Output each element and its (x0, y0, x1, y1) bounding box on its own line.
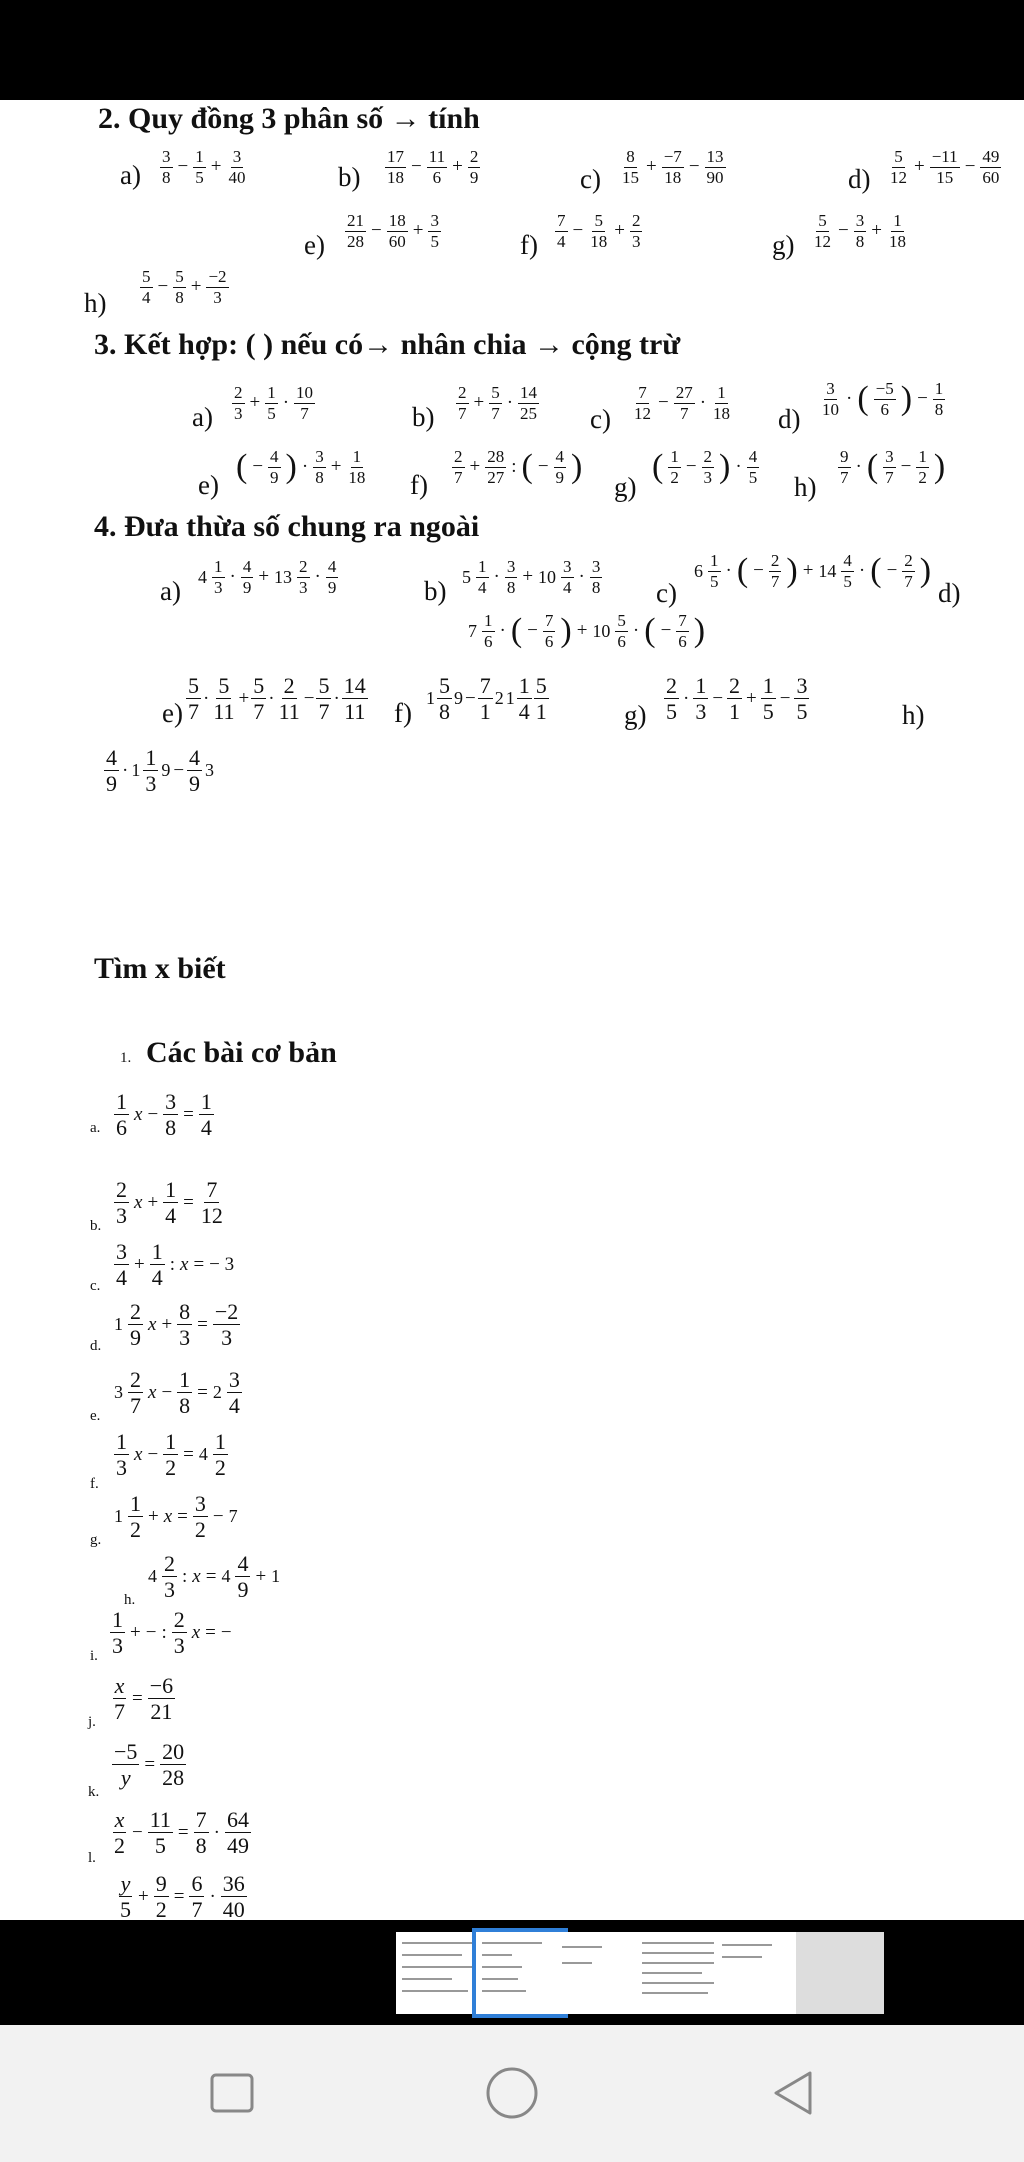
label-4h: h) (902, 700, 925, 730)
expr-4g: $\frac{2}{5}$ · $\frac{1}{3}$ − $\frac{2}{1}$ + $\frac{1}{5}$ − $\frac{3}{5}$ (666, 673, 808, 725)
system-navigation-bar (0, 2025, 1024, 2162)
label-2g: g) (772, 230, 795, 260)
label-3f: f) (410, 470, 428, 500)
expr-2h: $\frac{5}{4}$ − $\frac{5}{8}$ + $\frac{-2}{3}$ (142, 267, 227, 307)
expr-3a: $\frac{2}{3}$ + $\frac{1}{5}$ · $\frac{10}{7}$ (234, 383, 314, 423)
expr-xe: 3 $\frac{2}{7}$ x − $\frac{1}{8}$ = 2 $\frac{3}{4}$ (114, 1367, 240, 1419)
expr-2f: $\frac{7}{4}$ − $\frac{5}{18}$ + $\frac{2}{3}$ (557, 211, 641, 251)
label-4a: a) (160, 576, 181, 606)
section-2-title: 2. Quy đồng 3 phân số → tính (98, 102, 480, 135)
expr-xa: $\frac{1}{6}$ x − $\frac{3}{8}$ = $\frac{1}{4}$ (116, 1089, 212, 1141)
thumbnail-page-1[interactable] (396, 1932, 484, 2014)
expr-xb: $\frac{2}{3}$ x + $\frac{1}{4}$ = $\frac{7}{12}$ (116, 1177, 223, 1229)
label-xe: e. (90, 1408, 101, 1424)
thumbnail-page-6[interactable] (796, 1932, 884, 2014)
expr-3d: $\frac{3}{10}$ · ( $\frac{-5}{6}$ ) − $\frac{1}{8}$ (822, 379, 944, 419)
label-2h: h) (84, 288, 107, 318)
label-xc: c. (90, 1278, 101, 1294)
label-xf: f. (90, 1476, 99, 1492)
expr-4a: 4 $\frac{1}{3}$ · $\frac{4}{9}$ + 13 $\frac{2}{3}$ · $\frac{4}{9}$ (198, 557, 337, 597)
label-xi: i. (90, 1648, 98, 1664)
label-3d: d) (778, 404, 801, 434)
expr-4h: $\frac{4}{9}$ · 1 $\frac{1}{3}$ 9 − $\frac{4}{9}$ 3 (106, 745, 215, 797)
label-xd: d. (90, 1338, 102, 1354)
expr-2b: $\frac{17}{18}$ − $\frac{11}{6}$ + $\frac{2}{9}$ (387, 147, 479, 187)
expr-xi: $\frac{1}{3}$ + − : $\frac{2}{3}$ x = − (112, 1607, 232, 1659)
label-4c: c) (656, 578, 677, 608)
label-2f: f) (520, 230, 538, 260)
label-2e: e) (304, 230, 325, 260)
label-xb: b. (90, 1218, 102, 1234)
expr-2a: $\frac{3}{8}$ − $\frac{1}{5}$ + $\frac{3}{40}$ (162, 147, 246, 187)
label-xa: a. (90, 1120, 101, 1136)
label-4d: d) (938, 578, 961, 608)
expr-xg: 1 $\frac{1}{2}$ + x = $\frac{3}{2}$ − 7 (114, 1491, 238, 1543)
expr-xk: $\frac{-5}{y}$ = $\frac{20}{28}$ (114, 1739, 185, 1791)
section-3-title: 3. Kết hợp: ( ) nếu có→ nhân chia → cộng trừ (94, 328, 681, 361)
label-3b: b) (412, 402, 435, 432)
expr-3g: ( $\frac{1}{2}$ − $\frac{2}{3}$ ) · $\frac{4}{5}$ (652, 447, 758, 487)
expr-3h: $\frac{9}{7}$ · ( $\frac{3}{7}$ − $\frac{1}{2}$ ) (840, 447, 946, 487)
find-x-title: Tìm x biết (94, 952, 226, 985)
expr-xj: $\frac{x}{7}$ = $\frac{-6}{21}$ (114, 1673, 174, 1725)
label-xk: k. (88, 1784, 100, 1800)
page-thumbnail-strip[interactable] (0, 1920, 1024, 2025)
back-icon[interactable] (762, 2063, 822, 2123)
label-3g: g) (614, 472, 637, 502)
label-3c: c) (590, 404, 611, 434)
section-4-title: 4. Đưa thừa số chung ra ngoài (94, 510, 480, 543)
expr-2d: $\frac{5}{12}$ + $\frac{-11}{15}$ − $\frac{49}{60}$ (890, 147, 1000, 187)
home-icon[interactable] (482, 2063, 542, 2123)
label-3a: a) (192, 402, 213, 432)
label-xh: h. (124, 1592, 136, 1608)
expr-xm-partial: $\frac{y}{5}$ + $\frac{9}{2}$ = $\frac{6}{7}$ · $\frac{36}{40}$ (120, 1871, 245, 1920)
expr-2e: $\frac{21}{28}$ − $\frac{18}{60}$ + $\frac{3}{5}$ (347, 211, 439, 251)
status-bar (0, 0, 1024, 100)
recent-apps-icon[interactable] (202, 2063, 262, 2123)
thumbnail-page-3[interactable] (556, 1932, 644, 2014)
label-2d: d) (848, 164, 871, 194)
label-4e: e) (162, 698, 183, 728)
label-xl: l. (88, 1850, 96, 1866)
basic-number: 1. (120, 1050, 132, 1066)
basic-title: Các bài cơ bản (146, 1036, 337, 1069)
expr-4c: 6 $\frac{1}{5}$ · ( − $\frac{2}{7}$ ) + 14 $\frac{4}{5}$ · ( − $\frac{2}{7}$ ) (694, 551, 932, 591)
label-4g: g) (624, 700, 647, 730)
label-3h: h) (794, 472, 817, 502)
label-xg: g. (90, 1532, 102, 1548)
expr-2c: $\frac{8}{15}$ + $\frac{-7}{18}$ − $\frac{13}{90}$ (622, 147, 724, 187)
expr-xh: 4 $\frac{2}{3}$ : x = 4 $\frac{4}{9}$ + 1 (148, 1551, 281, 1603)
thumbnail-page-5[interactable] (716, 1932, 804, 2014)
expr-xc: $\frac{3}{4}$ + $\frac{1}{4}$ : x = − 3 (116, 1239, 235, 1291)
expr-4b: 5 $\frac{1}{4}$ · $\frac{3}{8}$ + 10 $\frac{3}{4}$ · $\frac{3}{8}$ (462, 557, 601, 597)
expr-4f: 1 $\frac{5}{8}$ 9 − $\frac{7}{1}$ 2 1 $\frac{1}{4}$ $\frac{5}{1}$ (426, 673, 547, 725)
expr-3e: ( − $\frac{4}{9}$ ) · $\frac{3}{8}$ + $\frac{1}{18}$ (236, 447, 366, 487)
expr-2g: $\frac{5}{12}$ − $\frac{3}{8}$ + $\frac{1}{18}$ (814, 211, 906, 251)
label-2b: b) (338, 162, 361, 192)
document-page[interactable] (0, 100, 1024, 1920)
label-4f: f) (394, 698, 412, 728)
expr-3c: $\frac{7}{12}$ − $\frac{27}{7}$ · $\frac{1}{18}$ (634, 383, 731, 423)
expr-3b: $\frac{2}{7}$ + $\frac{5}{7}$ · $\frac{14}{25}$ (458, 383, 538, 423)
expr-xf: $\frac{1}{3}$ x − $\frac{1}{2}$ = 4 $\frac{1}{2}$ (116, 1429, 226, 1481)
label-2a: a) (120, 160, 141, 190)
expr-3f: $\frac{2}{7}$ + $\frac{28}{27}$ : ( − $\frac{4}{9}$ ) (454, 447, 583, 487)
expr-4e: $\frac{5}{7}$ · $\frac{5}{11}$ + $\frac{5}{7}$ · $\frac{2}{11}$ − $\frac{5}{7}$ · $\frac{14}{11}$ (188, 673, 366, 725)
thumbnail-page-2-current[interactable] (476, 1932, 564, 2014)
thumbnail-page-4[interactable] (636, 1932, 724, 2014)
label-xj: j. (88, 1714, 96, 1730)
label-4b: b) (424, 576, 447, 606)
expr-xd: 1 $\frac{2}{9}$ x + $\frac{8}{3}$ = $\frac{-2}{3}$ (114, 1299, 239, 1351)
expr-4d: 7 $\frac{1}{6}$ · ( − $\frac{7}{6}$ ) + 10 $\frac{5}{6}$ · ( − $\frac{7}{6}$ ) (468, 611, 706, 651)
label-2c: c) (580, 164, 601, 194)
expr-xl: $\frac{x}{2}$ − $\frac{11}{5}$ = $\frac{7}{8}$ · $\frac{64}{49}$ (114, 1807, 249, 1859)
label-3e: e) (198, 470, 219, 500)
